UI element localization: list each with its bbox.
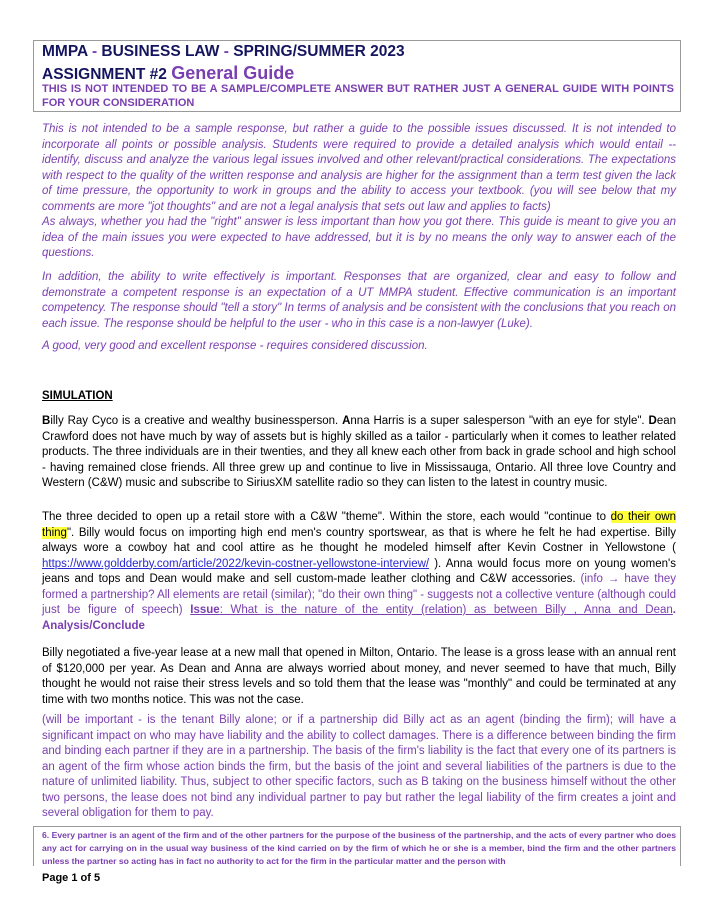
paragraph-text: The three decided to open up a retail store with a C&W "theme". Within the store, each would "continue to	[42, 511, 611, 523]
simulation-paragraph-2	[42, 510, 676, 634]
initial-a: A	[342, 415, 351, 427]
paragraph-text: nna Harris is a super salesperson "with an eye for style".	[350, 415, 649, 427]
analysis-prompt: . Analysis/Conclude	[42, 604, 676, 632]
intro-paragraph-1: This is not intended to be a sample response, but rather a guide to the possible issues discussed. It is not intended to incorporate all points or possible analysis. Students were required to provide a detailed analysis which would entail -- identify, discuss and analyze the various legal issues involved and other relevant/practical considerations. The expectations with respect to the quality of the written response and analysis are higher for the assignment than a term test given the lack of time pressure, the opportunity to work in groups and the ability to access your textbook. (you will see below that my comments are more "jot thoughts" and are not a legal analysis that sets out law and applies to facts)	[42, 123, 676, 213]
term-label: SPRING/SUMMER 2023	[233, 43, 405, 60]
paragraph-text: ean Crawford does not have much by way of assets but is highly skilled as a tailor - particularly when it comes to leather related products. The three individuals are in their twenties, and they all knew each other from back in grade school and high school - having remained close friends. All three grew up and continue to live in Mississauga, Ontario. All three love Country and Western (C&W) music and subscribe to SiriusXM satellite radio so they can listen to the latest in country music.	[42, 415, 676, 489]
initial-b: B	[42, 415, 51, 427]
paragraph-text: illy Ray Cyco is a creative and wealthy businessperson.	[50, 415, 343, 427]
right-arrow-icon: →	[607, 573, 620, 585]
highlighted-phrase: do their own thing	[42, 511, 676, 539]
title-separator: -	[87, 43, 102, 60]
issue-label: Issue	[190, 604, 220, 616]
course-name: BUSINESS LAW	[101, 43, 220, 60]
assignment-number: ASSIGNMENT #2	[42, 66, 172, 83]
course-code: MMPA	[42, 43, 88, 60]
issue-text: : What is the nature of the entity (relation) as between Billy , Anna and Dean	[219, 604, 673, 616]
intro-paragraph-2: As always, whether you had the "right" answer is less important than how you got there. This guide is meant to give you an idea of the main issues you were expected to have addressed, but it is by no means the only way to answer each of the questions.	[42, 216, 676, 259]
intro-paragraph-4: A good, very good and excellent response - requires considered discussion.	[42, 340, 428, 352]
simulation-heading: SIMULATION	[42, 390, 113, 402]
initial-d: D	[648, 415, 657, 427]
comment-text: (info	[580, 573, 608, 585]
guide-label: General Guide	[171, 63, 295, 83]
page-number: Page 1 of 5	[42, 872, 101, 884]
paragraph-text: ". Billy would focus on importing high end men's country sportswear, as that is where he felt he had expertise. Billy always wore a cowboy hat and cool attire as he thought he modeled himself after Kevin Costner in Yellowstone (	[42, 526, 676, 554]
header-disclaimer: THIS IS NOT INTENDED TO BE A SAMPLE/COMPLETE ANSWER BUT RATHER JUST A GENERAL GUIDE WITH POINTS FOR YOUR CONSIDERATION	[42, 83, 674, 109]
course-title	[42, 43, 405, 61]
title-separator: -	[219, 43, 234, 60]
intro-paragraph-3: In addition, the ability to write effectively is important. Responses that are organized, clear and easy to follow and demonstrate a competent response is an expectation of a UT MMPA student. Effective communication is an important competency. The response should "tell a story" In terms of analysis and be consistent with the conclusions that you reach on each issue. The response should be helpful to the user - who in this case is a non-lawyer (Luke).	[42, 271, 676, 330]
footnote-text: 6. Every partner is an agent of the firm and of the other partners for the purpose of the business of the partnership, and the acts of every partner who does any act for carrying on in the usual way business of the kind carried on by the firm of which he or she is a member, bind the firm and the other partners unless the partner so acting has in fact no authority to act for the firm in the particular matter and the person with	[42, 830, 676, 866]
simulation-comment: (will be important - is the tenant Billy alone; or if a partnership did Billy act as an agent (binding the firm); will have a significant impact on who may have liability and the ability to collect damages. There is a difference between binding the firm and binding each partner if they are in a partnership. The basis of the firm's liability is the fact that every one of its partners is an agent of the firm whose action binds the firm, but the basis of the joint and several liabilities of the partners is due to the nature of unlimited liability. Thus, subject to other specific factors, such as B taking on the business himself without the other two persons, the lease does not bind any individual partner to pay but rather the legal liability of the firm creates a joint and several obligation for them to pay.	[42, 714, 676, 819]
assignment-title	[42, 63, 294, 84]
comment-text: have they formed a partnership? All elements are retail (similar); "do their own thing" - suggests not a collective venture (although could just be figure of speech)	[42, 573, 676, 616]
simulation-paragraph-3: Billy negotiated a five-year lease at a new mall that opened in Milton, Ontario. The lease is a gross lease with an annual rent of $120,000 per year. As Dean and Anna are always worried about money, and never seemed to have that much, Billy thought he would not raise their stress levels and so told them that the lease was "monthly" and could be terminated at any time with two months notice. This was not the case.	[42, 647, 676, 706]
simulation-paragraph-1	[42, 414, 676, 492]
interview-link[interactable]: https://www.goldderby.com/article/2022/kevin-costner-yellowstone-interview/	[42, 557, 430, 570]
paragraph-text: ). Anna would focus more on young women's jeans and tops and Dean would make and sell custom-made leather clothing and C&W accessories.	[42, 557, 676, 585]
